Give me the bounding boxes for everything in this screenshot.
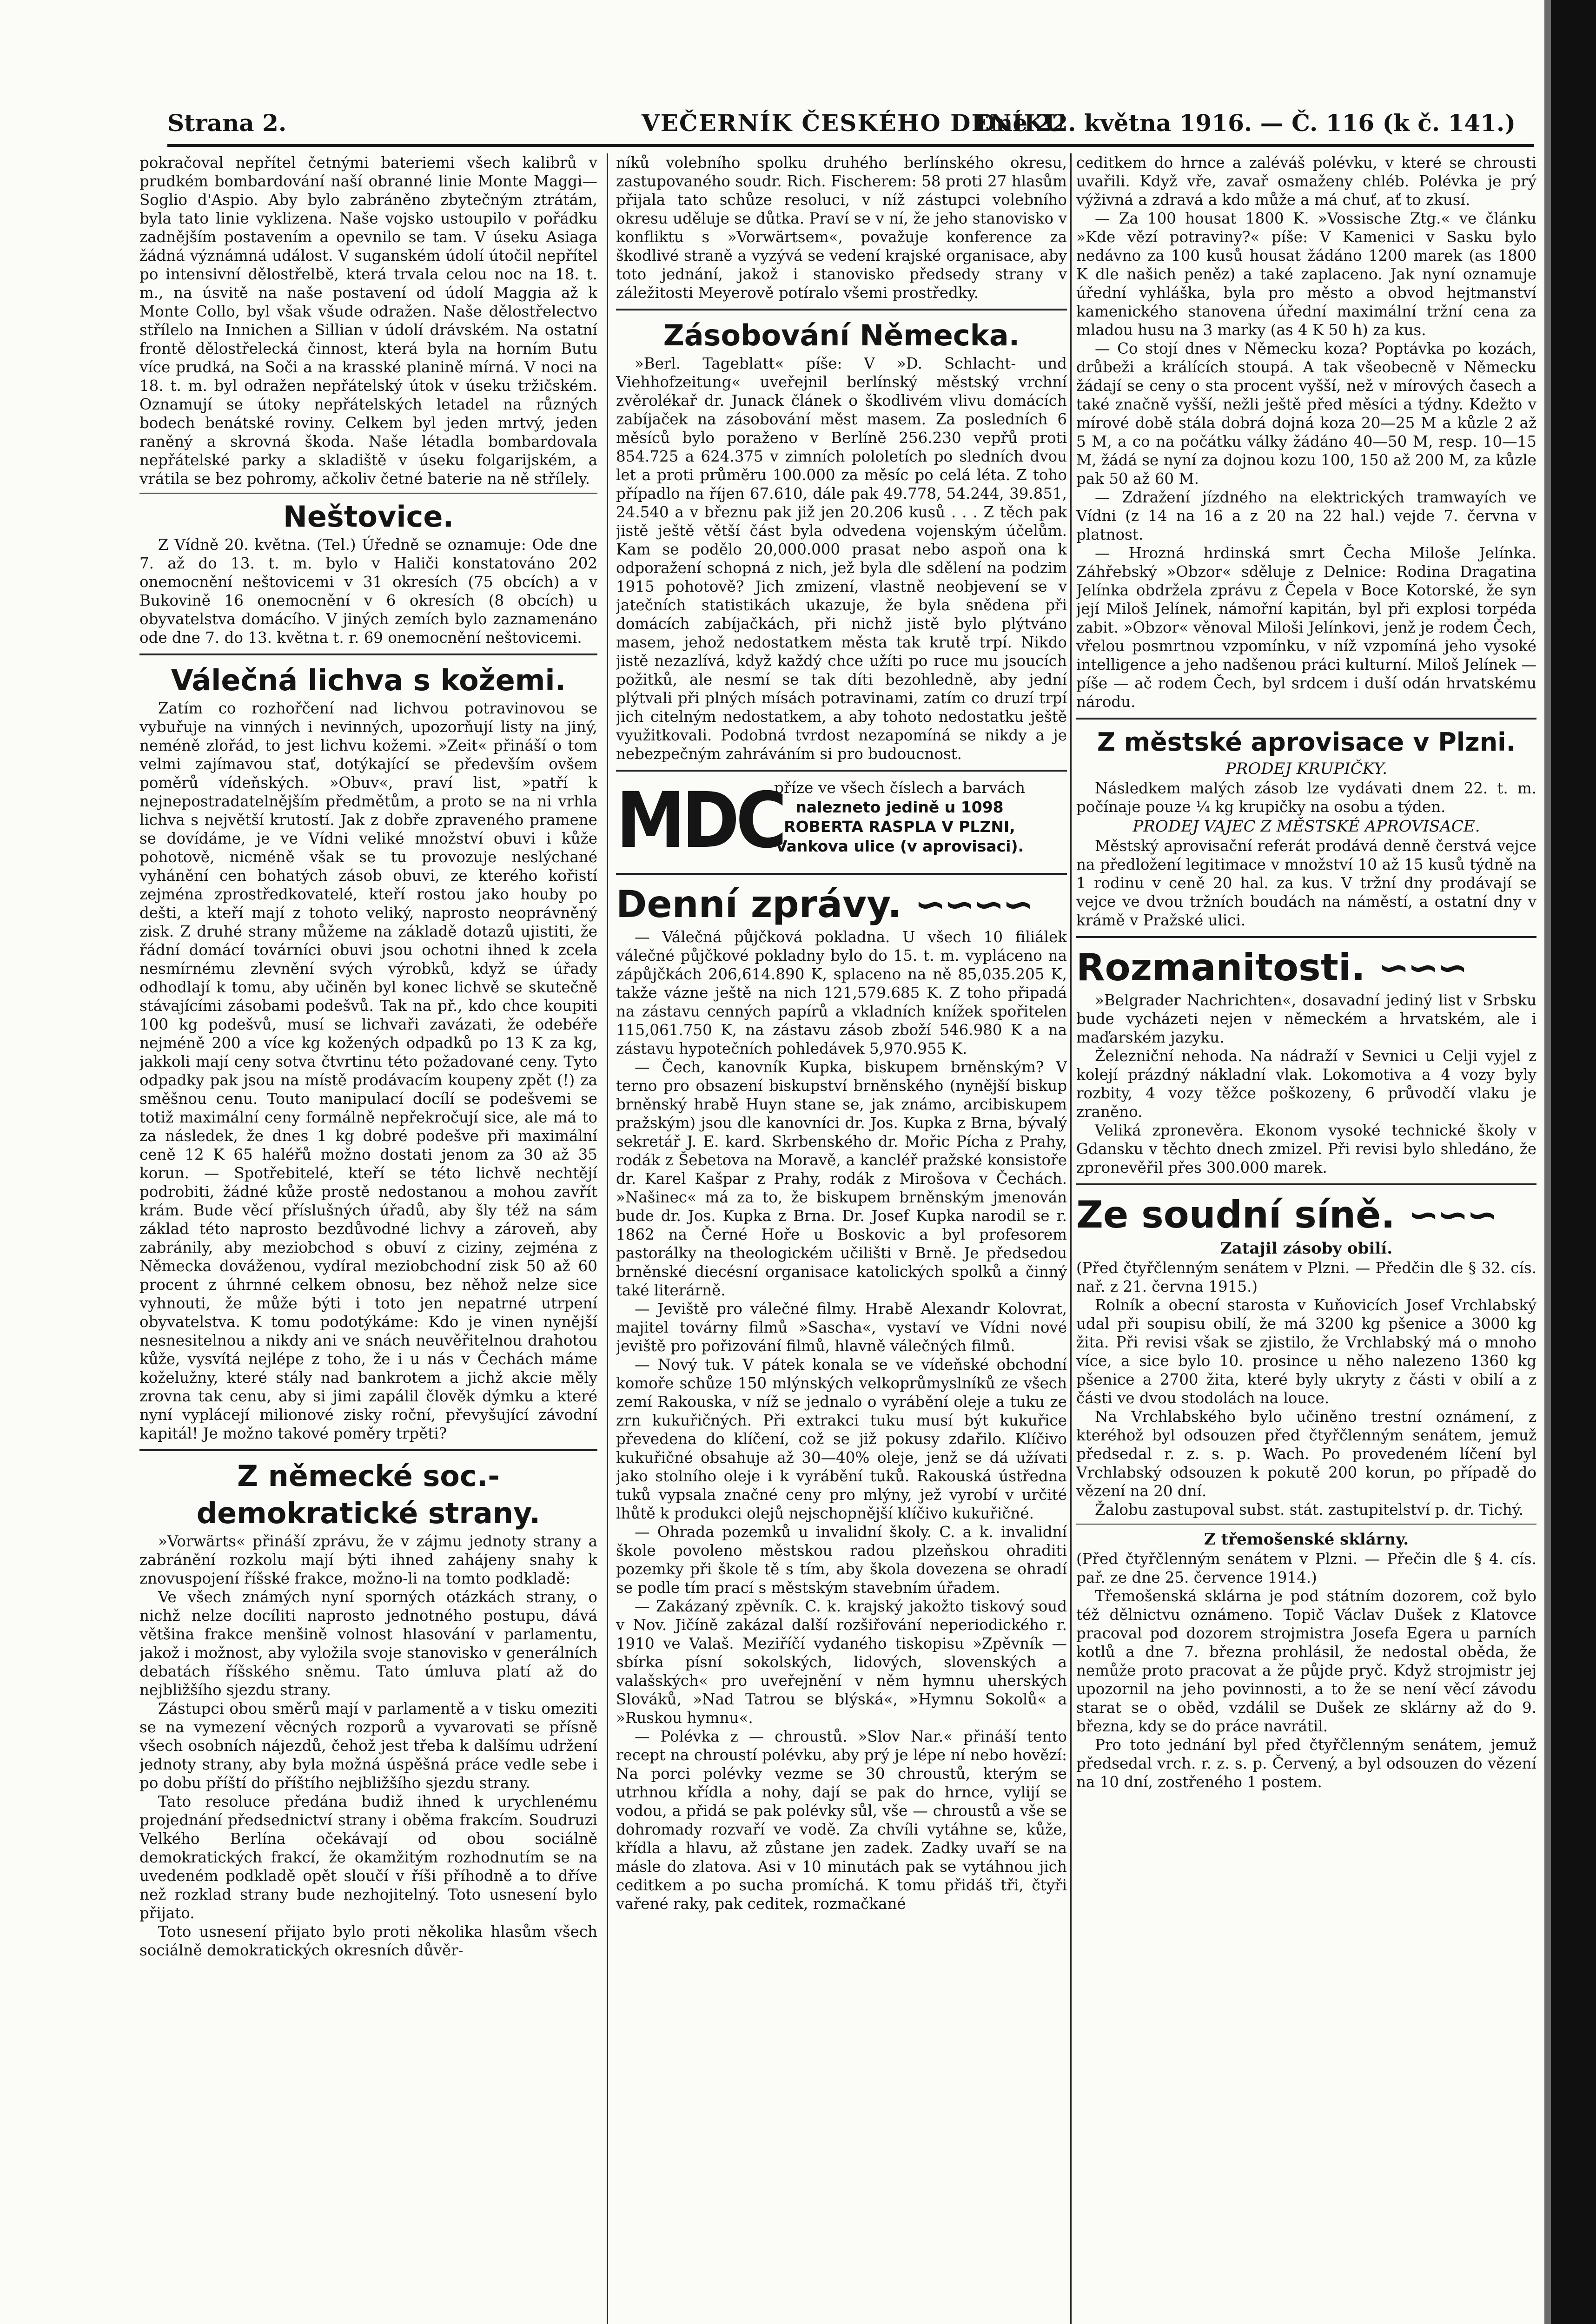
news-item: — Hrozná hrdinská smrt Čecha Miloše Jelínka. Záhřebský »Obzor« sděluje z Delnice: Rodina Dragatina Jelínka obdržela zprávu z Čepela v Boce Kotorské, že syn její Miloš Jelínek, námořní kapitán, byl při explosi torpéda zabit. »Obzor« věnoval Miloši Jelínkovi, jenž je rodem Čech, vřelou posmrtnou vzpomínku, v níž vzpomíná jeho vysoké intelligence a jeho nadšenou práci kulturní. Miloš Jelínek — píše — ač rodem Čech, byl srdcem i duší odán hrvatskému národu. — [1076, 544, 1536, 711]
court-note: (Před čtyřčlenným senátem v Plzni. — Předčin dle § 32. cís. nař. z 21. června 1915.) — [1076, 1259, 1536, 1295]
headline-text: Ze soudní síně. — [1076, 1193, 1395, 1236]
article-soc-dem-p1: »Vorwärts« přináší zprávu, že v zájmu jednoty strany a zabránění rozkolu mají býti ihned zahájeny snahy k znovuspojení říšské frakce, možno-li na tomto podkladě: — [139, 1532, 597, 1587]
notice-krupicky: Následkem malých zásob lze vydávati dnem 22. t. m. počínaje pouze ¼ kg krupičky na osobu a týden. — [1076, 779, 1536, 816]
court-text: Na Vrchlabského bylo učiněno trestní oznámení, z kteréhož byl odsouzen před čtyřčlenným senátem, jemuž předsedal r. z. s. p. Wach. Po provedeném líčení byl Vrchlabský odsouzen k pokutě 200 korun, po případě do vězení na 20 dní. — [1076, 1408, 1536, 1500]
article-continuation: pokračoval nepřítel četnými bateriemi všech kalibrů v prudkém bombardování naší obranné linie Monte Maggi—Soglio d'Aspio. Aby bylo zabráněno zbytečným ztrátám, byla tato linie vyklizena. Naše vojsko ustoupilo v pořádku zadnějším postavením a opevnilo se tam. V úseku Asiaga žádná význámná událost. V suganském údolí útočil nepřítel po intensivní dělostřelbě, která trvala celou noc na 18. t. m., na úsvitě na naše postavení od údolí Maggia až k Monte Collo, byl však všude odražen. Naše dělostřelectvo střílelo na Innichen a Sillian v údolí drávském. Na ostatní frontě dělostřelecká činnost, která byla na horním Butu více prudká, na Soči a na krasské planině mírná. V noci na 18. t. m. byl odražen nepřátelský útok v úseku tržičském. Oznamují se útoky nepřátelských letadel na různých bodech benátské roviny. Celkem byl jeden mrtvý, jeden raněný a skrovná škoda. Naše létadla bombardovala nepřátelské parky a skladiště v úseku folgarijském, a vrátila se bez pohromy, ačkoliv četné baterie na ně střílely. — [139, 154, 597, 488]
news-item: — Ohrada pozemků u invalidní školy. C. a k. invalidní škole povoleno městskou radou plzeňskou ohraditi pozemky při škole tě s tím, aby škola dovezena se ohradí se podle tím prací s městským stavebním úřadem. — [616, 1523, 1067, 1597]
subhead-zatajil: Zatajil zásoby obilí. — [1220, 1239, 1393, 1258]
newspaper-title: VEČERNÍK ČESKÉHO DENÍKU — [642, 109, 1066, 137]
divider — [616, 309, 1067, 310]
page-number: Strana 2. — [167, 109, 287, 137]
column-divider — [1070, 153, 1072, 2324]
news-item: — Jeviště pro válečné filmy. Hrabě Alexandr Kolovrat, majitel továrny filmů »Sascha«, vystaví ve Vídni nové jeviště pro pořizování filmů, hlavně válečných filmů. — [616, 1300, 1067, 1355]
article-lichva: Zatím co rozhořčení nad lichvou potravinovou se vybuřuje na vinných i nevinných, upozorňují listy na jiný, neméně zlořád, to jest lichvu kožemi. »Zeit« přináší o tom velmi zajímavou stať, dotýkající se především ovšem poměrů vídeňských. »Obuv«, praví list, »patří k nejnepostradatelnějším předmětům, a proto se na ni vrhla lichva s největší krutostí. Jak z dobře zpraveného pramene se dovídáme, je ve Vídni veliké množství obuvi i kůže pohotově, nicméně však se tu provozuje neslýchané vyhánění cen bohatých zásob obuvi, ze kterého kořistí zejména zprostředkovatelé, kteří rostou jako houby po dešti, a kteří mají z tohoto veliký, naprosto neoprávněný zisk. Z druhé strany můžeme na základě dotazů ujistiti, že řádní domácí továrníci obuvi jsou ochotni ihned k zcela nesmírnému zlevnění svých výrobků, když se úřady odhodlají k tomu, aby učiněn byl konec lichvě se skutečně stávajícími zásobami podešvů. Tak na př., kdo chce koupiti 100 kg podešvů, musí se lichvaři zavázati, že odebéře nejméně 200 a více kg kožených odpadků po 13 K za kg, jakkoli mají ceny sotva čtvrtinu této požadované ceny. Tyto odpadky pak jsou na místě prodávacím koupeny zpět (!) za směšnou cenu. Touto manipulací docílí se podešvemi se totiž maximální ceny formálně nepřekročují sice, ale má to za následek, že dnes 1 kg dobré podešve při maximální ceně 12 K 65 haléřů možno dostati jenom za 30 až 35 korun. — Spotřebitelé, kteří se této lichvě nechtějí podrobiti, žádné kůže prostě nedostanou a mohou zavřít krám. Bude věcí příslušných úřadů, aby šly též na sám základ této naprosto bezdůvodné lichvy a zároveň, aby zabránily, aby meziobchod s obuví z ciziny, zejména z Německa dováženou, vydíral meziobchodní zisk 50 až 60 procent z úhrnné celkem obnosu, bez něhož nelze sice vyhnouti, že může býti i toto jen nepatrné utrpení obyvatelstva. K tomu podotýkáme: Kdo je vinen nynější nesnesitelnou a nikdy ani ve snách neuvěřitelnou drahotou kůže, vysvítá nejlépe z toho, že i u nás v Čechách máme koželužny, které stály nad bankrotem a jichž akcie měly zrovna tak cenu, aby si jimi zapálil člověk dýmku a které nyní vyplácejí milionové zisky roční, převyšující závodní kapitál! Je možno takové poměry trpěti? — [139, 700, 597, 1442]
ad-logo: MDC — [616, 776, 783, 865]
divider — [616, 770, 1067, 772]
news-item: — Čech, kanovník Kupka, biskupem brněnským? V terno pro obsazení biskupství brněnského (nynější biskup brněnský hrabě Huyn stane se, jak známo, arcibiskupem pražským) jsou dle kanovníci dr. Jos. Kupka z Brna, bývalý sekretář J. E. kard. Skrbenského dr. Mořic Pícha z Prahy, rodák z Šebetova na Moravě, a kancléř pražské konsistoře dr. Karel Kašpar z Prahy, rodák z Mirošova v Čechách. »Našinec« má za to, že biskupem brněnským jmenován bude dr. Jos. Kupka z Brna. Dr. Josef Kupka narodil se r. 1862 na Černé Hoře u Boskovic a byl profesorem pastorálky na theologickém učilišti v Brně. Je předsedou brněnské diecésní organisace katolických spolků a činný také literárně. — [616, 1058, 1067, 1299]
headline-text: Rozmanitosti. — [1076, 946, 1365, 989]
headline-nestovice: Neštovice. — [283, 500, 454, 534]
issue-date: Dne 22. května 1916. — Č. 116 (k č. 141.) — [975, 109, 1516, 137]
court-text: Žalobu zastupoval subst. stát. zastupitelství p. dr. Tichý. — [1095, 1501, 1523, 1519]
article-continuation: ceditkem do hrnce a zaléváš polévku, v které se chrousti uvařili. Když vře, zavař osmaženy chléb. Polévka je prý výživná a zdravá a kdo může a má chuť, ať to zkusí. — [1076, 154, 1536, 209]
divider — [1076, 1524, 1536, 1525]
subhead-sklarny: Z třemošenské sklárny. — [1204, 1530, 1409, 1549]
headline-zasobovani: Zásobování Německa. — [663, 318, 1020, 352]
page-header — [167, 105, 1543, 142]
court-note: (Před čtyřčlenným senátem v Plzni. — Přečin dle § 4. cís. pař. ze dne 25. července 1914.) — [1076, 1550, 1536, 1586]
headline-denni-zpravy — [616, 881, 1067, 928]
divider — [139, 1449, 597, 1451]
column-divider — [607, 153, 608, 2324]
scan-fold-shadow — [1544, 0, 1551, 2324]
header-rule — [167, 144, 1534, 147]
article-soc-dem-p2: Ve všech známých nyní sporných otázkách strany, o nichž nelze docíliti naprosto jednotného postupu, dává většina frakce menšině volnost hlasování v parlamentu, jakož i možnost, aby vyložila svoje stanovisko v generálních debatách říšského sněmu. Tato úmluva platí až do nejbližšího sjezdu strany. — [139, 1588, 597, 1699]
news-item: — Polévka z — chroustů. »Slov Nar.« přináší tento recept na chroustí polévku, aby prý je lépe ní nebo hovězí: Na porci polévky vezme se 30 chroustů, kterým se utrhnou křídla a nohy, dají se pak do hrnce, vylijí se vodou, a přidá se pak polévky sůl, vše — chroustů a vše se dohromady rozvaří ve vodě. Za chvíli vytáhne se, kůže, křídla a hlavu, až zůstane jen zadek. Zadky uvaří se na másle do zlatova. Asi v 10 minutách pak se vytáhnou jich ceditkem a po sucha promíchá. K tomu přidáš tři, čtyři vařené raky, pak ceditek, rozmačkané — [616, 1728, 1067, 1913]
divider — [139, 654, 597, 655]
column-2 — [616, 153, 1067, 2324]
ad-line: nalezneto jedině u 1098 — [795, 798, 1004, 816]
divider — [1076, 1183, 1536, 1185]
subhead-vajec: PRODEJ VAJEC Z MĚSTSKÉ APROVISACE. — [1132, 817, 1480, 836]
ad-line: Vankova ulice (v aprovisaci). — [775, 837, 1024, 855]
subhead-krupicky: PRODEJ KRUPIČKY. — [1225, 759, 1388, 778]
article-zasobovani: »Berl. Tageblatt« píše: V »D. Schlacht- und Viehhofzeitung« uveřejnil berlínský městský vrchní zvěrolékař dr. Junack článek o škodlivém vlivu domácích zabíjaček na zásobování měst masem. Za posledních 6 měsíců bylo poraženo v Berlíně 256.230 vepřů proti 854.725 a 624.375 v zimních pololetích po sledních dvou let a proti průměru 100.000 za měsíc po celá léta. Z toho případlo na říjen 67.610, dále pak 49.778, 54.244, 39.851, 24.540 a v březnu pak již jen 20.206 kusů . . . Z těch pak jistě ještě větší část byla odvedena vojenským účelům. Kam se podělo 20,000.000 prasat nebo aspoň ona k odporažení schopná z nich, jež byla dle sdělení na podzim 1915 pohotově? Jich zmizení, vlastně neobjevení se v jatečních statistikách ukazuje, že byla snědena při domácích zabíjačkách, při nichž jistě bylo plýtváno masem, jehož nedostatkem města tak krutě trpí. Nikdo jistě nezazlívá, když každý chce užíti po ruce mu jsoucích požitků, ale nesmí se tak díti bezohledně, aby jední plýtvali při plných mísách potravinami, zatím co druzí trpí jich citelným nedostatkem, a aby tohoto nedostatku ještě využitkovali. Podobná tvrdost nezapomíná se nikdy a je nebezpečným zahráváním si pro budoucnost. — [616, 355, 1067, 763]
divider — [139, 493, 597, 494]
news-item: — Co stojí dnes v Německu koza? Poptávka po kozách, drůbeži a králících stoupá. A tak všeobecně v Německu žádají se ceny o sta procent vyšší, než v mírových časech a také značně vyšší, nežli ještě před měsíci a týdny. Kdežto v mírové době stála dobrá dojná koza 20—25 M a kůzle 2 až 5 M, a co na počátku války žádáno 40—50 M, resp. 10—15 M, žádá se nyní za dojnou kozu 100, 150 až 200 M, za kůzle pak 50 až 60 M. — [1076, 340, 1536, 488]
article-soc-dem-p5: Toto usnesení přijato bylo proti několika hlasům všech sociálně demokratických okresních důvěr- — [139, 1923, 597, 1959]
column-3 — [1076, 153, 1536, 2324]
court-text: Pro toto jednání byl před čtyřčlenným senátem, jemuž předsedal vrch. r. z. s. p. Červený, a byl odsouzen do vězení na 10 dní, zostřeného 1 postem. — [1076, 1736, 1536, 1791]
ad-line: příze ve všech číslech a barvách — [774, 779, 1025, 797]
news-item: — Zakázaný zpěvník. C. k. krajský jakožto tiskový soud v Nov. Jičíně zakázal další rozšiřování neperiodického r. 1910 ve Valaš. Meziříčí vydaného tiskopisu »Zpěvník — sbírka písní sokolských, lidových, slovenských a valašských« pro uveřejnění v něm hymnu uherských Slováků, »Nad Tatrou se blýská«, »Hymnu Sokolů« a »Ruskou hymnu«. — [616, 1598, 1067, 1727]
news-item: — Válečná půjčková pokladna. U všech 10 filiálek válečné půjčkové pokladny bylo do 15. t. m. vypláceno na zápůjčkách 206,614.890 K, splaceno na ně 85,035.205 K, takže vázne ještě na nich 121,579.685 K. Z toho připadá na zástavu cenných papírů a vkladních knížek spořitelen 115,061.750 K, na zástavu zásob zboží 546.980 K a na zástavu hypotečních pohledávek 5,970.955 K. — [616, 928, 1067, 1057]
headline-soudni-sin — [1076, 1192, 1536, 1238]
court-text: Třemošenská sklárna je pod státním dozorem, což bylo též dělnictvu oznámeno. Topič Václav Dušek z Klatovce pracoval pod dozorem strojmistra Josefa Egera u parních kotlů a dne 7. března prohlásil, že nedostal oběda, že nemůže proto pracovat a že půjde pryč. Když strojmistr jej upozornil na jeho povinnosti, a to že se není věcí závodu starat se o oběd, vzdálil se Dušek ze sklárny až do 9. března, kdy se do práce navrátil. — [1076, 1587, 1536, 1735]
ad-line: ROBERTA RASPLA V PLZNI, — [784, 818, 1015, 836]
news-item: — Za 100 housat 1800 K. »Vossische Ztg.« ve článku »Kde vězí potraviny?« píše: V Kamenici v Sasku bylo nedávno za 100 kusů housat žádáno 1200 marek (as 1800 K dle našich peněz) a také zaplaceno. Jak nyní oznamuje úřední vyhláška, byla pro město a obvod hejtmanství kamenického stanovena úřední maximální tržní cena za mladou husu na 3 marky (as 4 K 50 h) za kus. — [1076, 210, 1536, 339]
misc-item: Veliká zpronevěra. Ekonom vysoké technické školy v Gdansku v těchto dnech zmizel. Při revisi bylo shledáno, že zpronevěřil přes 300.000 marek. — [1076, 1122, 1536, 1176]
column-1 — [139, 153, 597, 2324]
wave-ornament: ∽∽∽∽ — [914, 883, 1032, 926]
headline-aprovisace: Z městské aprovisace v Plzni. — [1097, 727, 1516, 757]
news-item: — Nový tuk. V pátek konala se ve vídeňské obchodní komoře schůze 150 mlýnských velkoprůmyslníků ze všech zemí Rakouska, v níž se jednalo o vyrábění oleje a tuku ze zrn kukuřičných. Při extrakci tuku musí být kukuřice převedena do klíčení, což se již pokusy zdařilo. Klíčivo kukuřičné obsahuje až 30—40% oleje, jenž se dá užívati jako stolního oleje i k vyrábění tuků. Rakouská ústředna tuků vypsala značné ceny pro mlýny, jež vyrobí v určité lhůtě k produkci olejů nejschopnější klíčivo kukuřičné. — [616, 1356, 1067, 1522]
article-nestovice: Z Vídně 20. května. (Tel.) Úředně se oznamuje: Ode dne 7. až do 13. t. m. bylo v Haliči konstatováno 202 onemocnění neštovicemi v 31 okresích (75 obcích) a v Bukovině 16 onemocnění v 6 okresích (8 obcích) u obyvatelstva domácího. V jiných zemích bylo zaznamenáno ode dne 7. do 13. května t. r. 69 onemocnění neštovicemi. — [139, 536, 597, 647]
divider — [616, 873, 1067, 875]
headline-soc-dem: Z německé soc.-demokratické strany. — [196, 1459, 541, 1530]
wave-ornament: ∽∽∽ — [1378, 946, 1466, 989]
court-text: Rolník a obecní starosta v Kuňovicích Josef Vrchlabský udal při soupisu obilí, že má 3200 kg pšenice a 3000 kg žita. Při revisi však se zjistilo, že Vrchlabský má o mnoho více, a sice bylo 10. prosince u něho nalezeno 1360 kg pšenice a 2700 žita, které byly ukryty z části v obilí a z části ve dvou stodolách na louce. — [1076, 1296, 1536, 1407]
headline-lichva: Válečná lichva s kožemi. — [171, 663, 566, 697]
article-soc-dem-p4: Tato resoluce předána budiž ihned k urychlenému projednání předsednictví strany i oběma frakcím. Soudruzi Velkého Berlína očekávají od obou sociálně demokratických frakcí, že okamžitým rozhodnutím se na uvedeném podkladě opět sloučí v říši příhodně a to dříve než rozklad strany bude nezhojitelný. Toto usnesení bylo přijato. — [139, 1793, 597, 1922]
article-soc-dem-p3: Zástupci obou směrů mají v parlamentě a v tisku omeziti se na vymezení věcných rozporů a vyvarovati se přísně všech osobních nájezdů, čehož jest třeba k dalšímu udržení jednoty strany, aby byla možná úspěšná práce vedle sebe i po dobu příští do příštího nejbližšího sjezdu strany. — [139, 1700, 597, 1792]
notice-vajec: Městský aprovisační referát prodává denně čerstvá vejce na předložení legitimace v množství 10 až 15 kusů týdně na 1 rodinu v ceně 20 hal. za kus. V tržní dny prodávají se vejce ve dvou tržních boudách na náměstí, a ostatní dny v krámě v Pražské ulici. — [1076, 837, 1536, 929]
wave-ornament: ∽∽∽ — [1408, 1193, 1496, 1236]
headline-text: Denní zprávy. — [616, 883, 902, 926]
scan-border — [1551, 0, 1596, 2324]
ad-text — [737, 778, 1062, 856]
divider — [1076, 718, 1536, 720]
advertisement-raspl — [616, 778, 1067, 866]
headline-rozmanitosti — [1076, 944, 1536, 991]
news-item: — Zdražení jízdného na elektrických tramwayích ve Vídni (z 14 na 16 a z 20 na 22 hal.) vejde 7. června v platnost. — [1076, 489, 1536, 543]
divider — [1076, 936, 1536, 938]
misc-item: Železniční nehoda. Na nádraží v Sevnici u Celji vyjel z kolejí prázdný nákladní vlak. Lokomotiva a 4 vozy byly rozbity, 4 vozy těžce poškozeny, 6 průvodčí vlaku je zraněno. — [1076, 1047, 1536, 1121]
article-continuation: níků volebního spolku druhého berlínského okresu, zastupovaného soudr. Rich. Fischerem: 58 proti 27 hlasům přijala tato schůze resoluci, v níž zástupci volebního okresu uděluje se důtka. Praví se v ní, že jeho stanovisko v konfliktu s »Vorwärtsem«, považuje konference za škodlivé straně a vyzývá se vedení krajské organisace, aby toto jednání, jakož i stanovisko předsedy strany v záležitosti Meyerově potíralo všemi prostředky. — [616, 154, 1067, 302]
misc-item: »Belgrader Nachrichten«, dosavadní jediný list v Srbsku bude vycházeti nejen v německém a hrvatském, ale i maďarském jazyku. — [1076, 991, 1536, 1046]
